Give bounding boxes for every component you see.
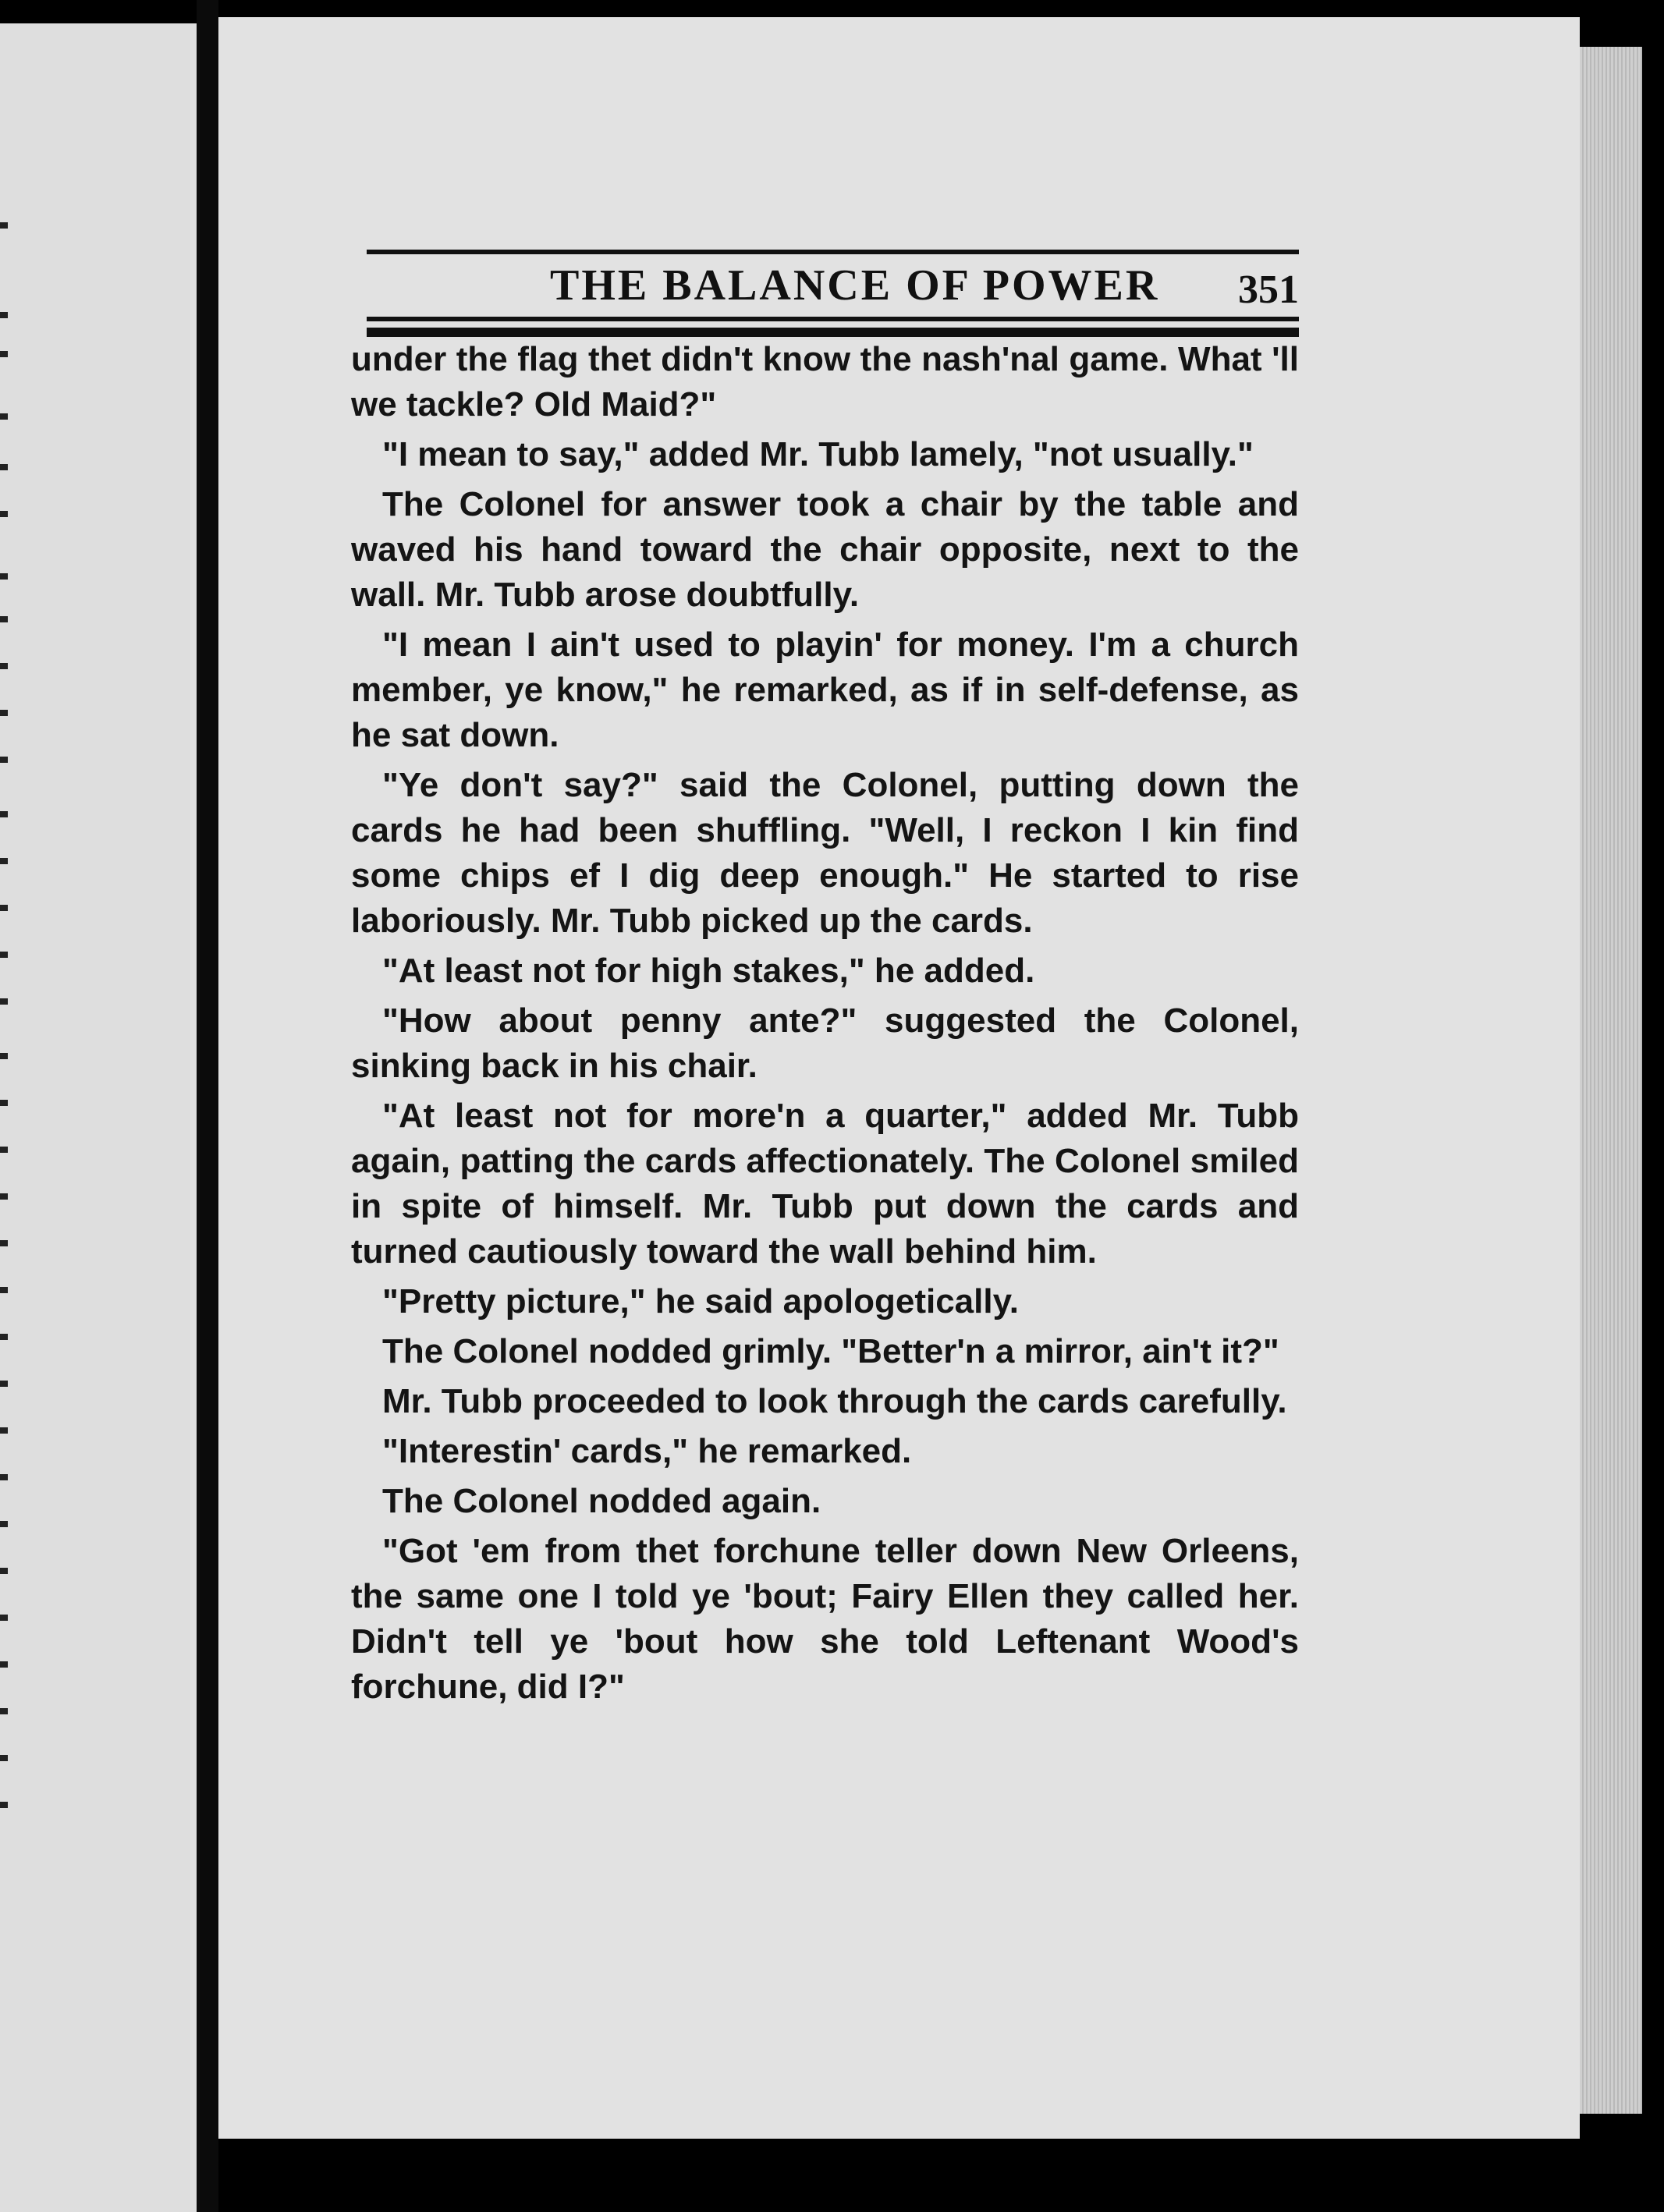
body-text [351,337,1299,1714]
header-rule-top [367,250,1299,254]
paragraph: "I mean to say," added Mr. Tubb lamely, "not usually." [382,435,1254,473]
book-gutter [197,0,218,2212]
paragraph: "Ye don't say?" said the Colonel, putting down the cards he had been shuffling. "Well, I reckon I kin find some chips ef I dig deep enough." He started to rise laboriously. Mr. Tubb picked up the cards. [351,766,1299,940]
running-title: THE BALANCE OF POWER [550,261,1160,310]
paragraph: The Colonel nodded again. [382,1482,821,1520]
paragraph: The Colonel nodded grimly. "Better'n a mirror, ain't it?" [382,1332,1279,1370]
paragraph: under the flag thet didn't know the nash'nal game. What 'll we tackle? Old Maid?" [351,340,1299,424]
previous-page-edge [0,23,197,2212]
paragraph: "I mean I ain't used to playin' for money. I'm a church member, ye know," he remarked, as if in self-defense, as he sat down. [351,626,1299,754]
paragraph: Mr. Tubb proceeded to look through the cards carefully. [382,1382,1287,1420]
paragraph: "Interestin' cards," he remarked. [382,1432,912,1470]
paragraph: "At least not for high stakes," he added. [382,952,1035,990]
paragraph: The Colonel for answer took a chair by the table and waved his hand toward the chair opposite, next to the wall. Mr. Tubb arose doubtfully. [351,485,1299,614]
paragraph: "At least not for more'n a quarter," added Mr. Tubb again, patting the cards affectionately. The Colonel smiled in spite of himself. Mr. Tubb put down the cards and turned cautiously toward the wall behind him. [351,1097,1299,1271]
running-header [367,250,1299,343]
paragraph: "Got 'em from thet forchune teller down New Orleens, the same one I told ye 'bout; Fairy Ellen they called her. Didn't tell ye 'bout how she told Leftenant Wood's forchune, did I?" [351,1532,1299,1706]
page-fore-edge [1580,47,1642,2114]
page-number: 351 [1238,268,1299,312]
header-rule-bottom [367,317,1299,321]
paragraph: "Pretty picture," he said apologetically. [382,1282,1020,1320]
paragraph: "How about penny ante?" suggested the Colonel, sinking back in his chair. [351,1001,1299,1085]
header-rule-bottom-thick [367,328,1299,337]
